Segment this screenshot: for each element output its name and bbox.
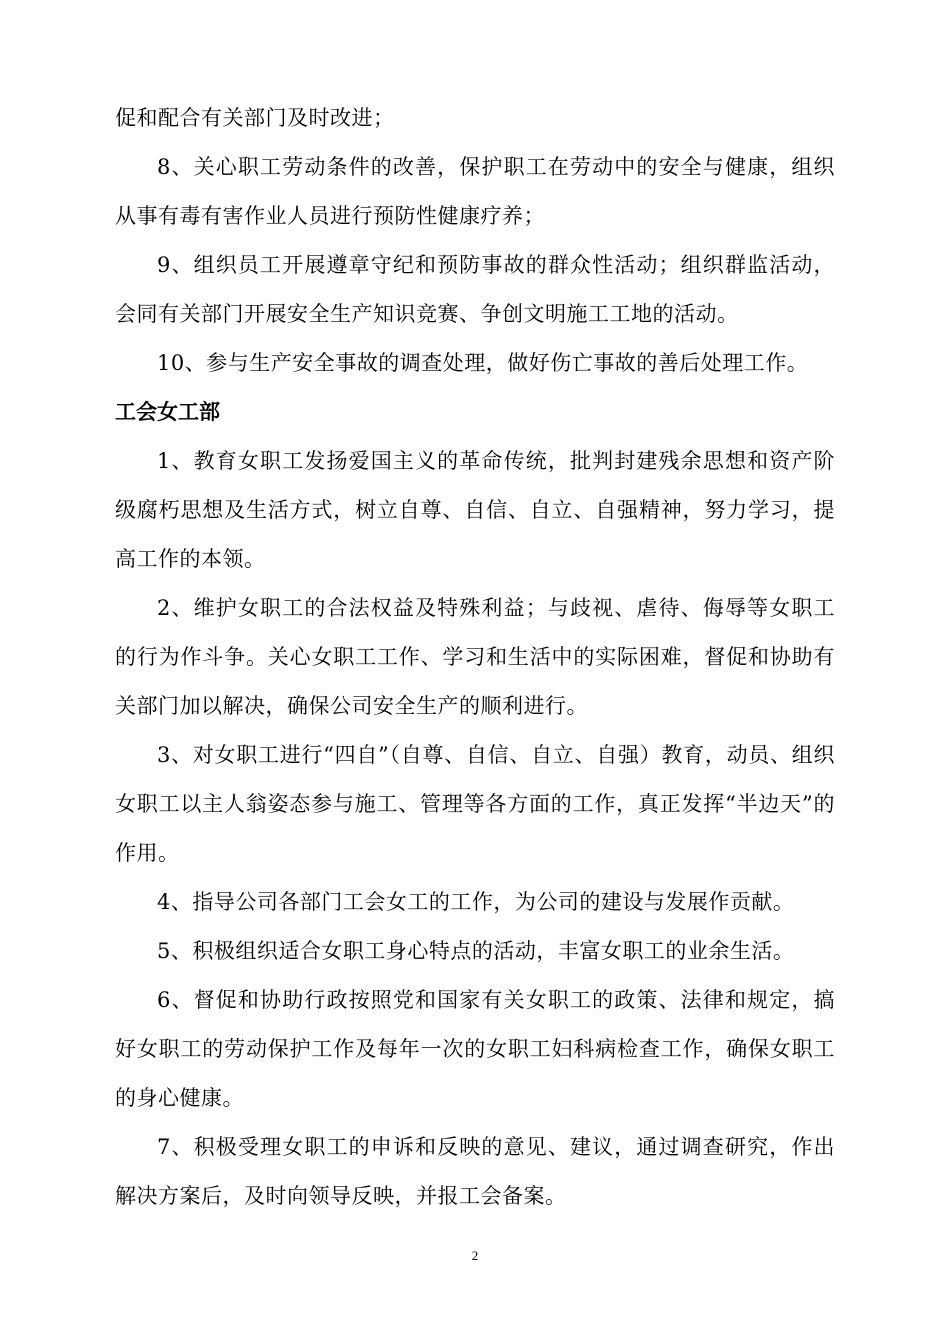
paragraph-item-4: 4、指导公司各部门工会女工的工作，为公司的建设与发展作贡献。: [157, 890, 795, 914]
paragraph-continuation: 促和配合有关部门及时改进；: [115, 106, 395, 130]
document-body: [115, 94, 835, 1221]
paragraph-item-7: 7、积极受理女职工的申诉和反映的意见、建议，通过调查研究，作出解决方案后，及时向领导反映，并报工会备案。: [115, 1135, 835, 1208]
paragraph-item-5: 5、积极组织适合女职工身心特点的活动，丰富女职工的业余生活。: [157, 939, 795, 963]
paragraph-item-8: 8、关心职工劳动条件的改善，保护职工在劳动中的安全与健康，组织从事有毒有害作业人员进行预防性健康疗养；: [115, 155, 835, 228]
section-heading: 工会女工部: [115, 400, 220, 424]
paragraph-item-1: 1、教育女职工发扬爱国主义的革命传统，批判封建残余思想和资产阶级腐朽思想及生活方式，树立自尊、自信、自立、自强精神，努力学习，提高工作的本领。: [115, 449, 835, 571]
paragraph-item-2: 2、维护女职工的合法权益及特殊利益；与歧视、虐待、侮辱等女职工的行为作斗争。关心女职工工作、学习和生活中的实际困难，督促和协助有关部门加以解决，确保公司安全生产的顺利进行。: [115, 596, 835, 718]
paragraph-item-3: 3、对女职工进行“四自”（自尊、自信、自立、自强）教育，动员、组织女职工以主人翁姿态参与施工、管理等各方面的工作，真正发挥“半边天”的作用。: [115, 743, 835, 865]
paragraph-item-9: 9、组织员工开展遵章守纪和预防事故的群众性活动；组织群监活动，会同有关部门开展安全生产知识竞赛、争创文明施工工地的活动。: [115, 253, 835, 326]
paragraph-item-6: 6、督促和协助行政按照党和国家有关女职工的政策、法律和规定，搞好女职工的劳动保护工作及每年一次的女职工妇科病检查工作，确保女职工的身心健康。: [115, 988, 835, 1110]
page-number: 2: [471, 1248, 479, 1263]
paragraph-item-10: 10、参与生产安全事故的调查处理，做好伤亡事故的善后处理工作。: [157, 351, 809, 375]
